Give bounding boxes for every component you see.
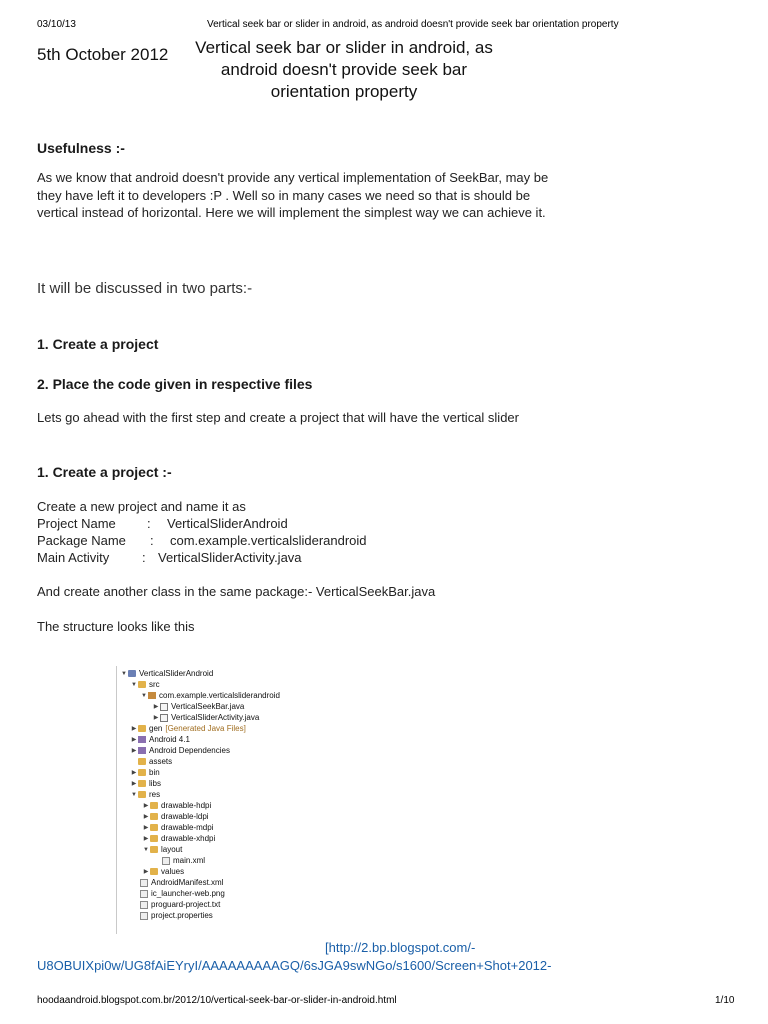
collapse-arrow-icon: ▶: [143, 869, 149, 875]
print-date: 03/10/13: [37, 19, 76, 30]
tree-row-drawable: [142, 822, 213, 833]
parts-intro: It will be discussed in two parts:-: [37, 280, 253, 297]
tree-label: AndroidManifest.xml: [151, 878, 224, 887]
tree-label: VerticalSeekBar.java: [171, 702, 245, 711]
image-border: [116, 666, 117, 934]
collapse-arrow-icon: ▶: [143, 803, 149, 809]
image-file-icon: [140, 890, 148, 898]
field-separator: :: [150, 533, 154, 548]
field-separator: :: [142, 550, 146, 565]
folder-icon: [150, 802, 158, 809]
tree-label: bin: [149, 768, 160, 777]
footer-url: hoodaandroid.blogspot.com.br/2012/10/vertical-seek-bar-or-slider-in-android.html: [37, 995, 397, 1006]
project-name-row: [37, 516, 288, 531]
tree-row-src: [130, 679, 160, 690]
tree-row-values: [142, 866, 184, 877]
tree-label: values: [161, 867, 185, 876]
expand-arrow-icon: ▼: [131, 681, 137, 688]
java-file-icon: [160, 703, 168, 711]
go-ahead-text: Lets go ahead with the first step and create a project that will have the vertical slider: [37, 410, 519, 425]
folder-icon: [150, 835, 158, 842]
tree-row-file: [140, 877, 223, 888]
tree-row-file: [140, 888, 225, 899]
folder-icon: [150, 846, 158, 853]
java-file-icon: [160, 714, 168, 722]
tree-label: drawable-xhdpi: [161, 834, 216, 843]
tree-label: project.properties: [151, 911, 213, 920]
post-date: 5th October 2012: [37, 45, 169, 64]
tree-label: src: [149, 680, 160, 689]
expand-arrow-icon: ▼: [121, 670, 127, 677]
tree-label: drawable-hdpi: [161, 801, 212, 810]
tree-row-assets: [138, 756, 172, 767]
tree-row-android-lib: [130, 734, 190, 745]
tree-row-res: [130, 789, 160, 800]
tree-row-drawable: [142, 800, 211, 811]
folder-icon: [150, 868, 158, 875]
tree-label: VerticalSliderAndroid: [139, 669, 214, 678]
tree-label: VerticalSliderActivity.java: [171, 713, 260, 722]
collapse-arrow-icon: ▶: [153, 715, 159, 721]
collapse-arrow-icon: ▶: [153, 704, 159, 710]
project-structure-image[interactable]: [116, 666, 280, 934]
tree-label: drawable-ldpi: [161, 812, 209, 821]
package-icon: [148, 692, 156, 699]
folder-icon: [138, 791, 146, 798]
expand-arrow-icon: ▼: [143, 846, 149, 853]
image-link-line-1[interactable]: [http://2.bp.blogspot.com/-: [325, 940, 476, 955]
tree-label: ic_launcher-web.png: [151, 889, 225, 898]
field-value: com.example.verticalsliderandroid: [170, 533, 367, 548]
intro-paragraph: As we know that android doesn't provide any vertical implementation of SeekBar, may be they have left it to developers :P . Well so in many cases we need so that is should be vertical instead of horizontal. Here we will implement the simplest way we can achieve it.: [37, 170, 549, 220]
generated-note: [Generated Java Files]: [165, 724, 246, 733]
folder-icon: [138, 769, 146, 776]
tree-label: com.example.verticalsliderandroid: [159, 691, 280, 700]
field-value: VerticalSliderActivity.java: [158, 550, 302, 565]
tree-label: assets: [149, 757, 173, 766]
page-number: 1/10: [715, 995, 735, 1006]
tree-row-package: [140, 690, 280, 701]
post-title[interactable]: Vertical seek bar or slider in android, as android doesn't provide seek bar orientation property: [195, 38, 493, 101]
tree-row-java: [152, 701, 244, 712]
tree-row-layout-file: [162, 855, 205, 866]
tree-label: Android Dependencies: [149, 746, 230, 755]
field-label: Project Name: [37, 516, 116, 531]
field-value: VerticalSliderAndroid: [167, 516, 288, 531]
collapse-arrow-icon: ▶: [131, 737, 137, 743]
package-name-row: [37, 533, 367, 548]
usefulness-heading: Usefulness :-: [37, 140, 125, 156]
tree-label: drawable-mdpi: [161, 823, 214, 832]
tree-label: gen: [149, 724, 163, 733]
tree-row-drawable: [142, 811, 209, 822]
folder-icon: [138, 758, 146, 765]
folder-icon: [138, 780, 146, 787]
another-class-text: And create another class in the same package:- VerticalSeekBar.java: [37, 584, 436, 599]
field-label: Main Activity: [37, 550, 110, 565]
collapse-arrow-icon: ▶: [131, 781, 137, 787]
collapse-arrow-icon: ▶: [143, 836, 149, 842]
tree-row-android-deps: [130, 745, 230, 756]
tree-label: layout: [161, 845, 183, 854]
tree-row-drawable: [142, 833, 215, 844]
step-1-detail-heading: 1. Create a project :-: [37, 464, 172, 480]
library-icon: [138, 736, 146, 743]
tree-row-libs: [130, 778, 161, 789]
structure-text: The structure looks like this: [37, 619, 195, 634]
tree-label: main.xml: [173, 856, 206, 865]
tree-label: Android 4.1: [149, 735, 190, 744]
collapse-arrow-icon: ▶: [143, 825, 149, 831]
tree-label: libs: [149, 779, 162, 788]
tree-row-java: [152, 712, 259, 723]
folder-icon: [150, 813, 158, 820]
collapse-arrow-icon: ▶: [131, 770, 137, 776]
expand-arrow-icon: ▼: [141, 692, 147, 699]
properties-file-icon: [140, 912, 148, 920]
collapse-arrow-icon: ▶: [131, 748, 137, 754]
tree-row-gen: [130, 723, 246, 734]
tree-row-root: [120, 668, 213, 679]
tree-row-layout: [142, 844, 182, 855]
tree-row-file: [140, 899, 220, 910]
field-separator: :: [147, 516, 151, 531]
tree-label: res: [149, 790, 161, 799]
print-header-title: Vertical seek bar or slider in android, as android doesn't provide seek bar orientation property: [207, 19, 619, 30]
folder-icon: [138, 725, 146, 732]
main-activity-row: [37, 550, 302, 565]
xml-file-icon: [162, 857, 170, 865]
field-label: Package Name: [37, 533, 126, 548]
step-1-heading: 1. Create a project: [37, 336, 159, 352]
tree-row-bin: [130, 767, 160, 778]
tree-label: proguard-project.txt: [151, 900, 221, 909]
create-project-text: Create a new project and name it as: [37, 499, 246, 514]
project-icon: [128, 670, 136, 677]
tree-row-file: [140, 910, 213, 921]
step-2-heading: 2. Place the code given in respective files: [37, 376, 313, 392]
text-file-icon: [140, 901, 148, 909]
source-folder-icon: [138, 681, 146, 688]
collapse-arrow-icon: ▶: [131, 726, 137, 732]
folder-icon: [150, 824, 158, 831]
library-icon: [138, 747, 146, 754]
image-link-line-2[interactable]: U8OBUIXpi0w/UG8fAiEYryI/AAAAAAAAAGQ/6sJGA9swNGo/s1600/Screen+Shot+2012-: [37, 958, 552, 973]
expand-arrow-icon: ▼: [131, 791, 137, 798]
collapse-arrow-icon: ▶: [143, 814, 149, 820]
xml-file-icon: [140, 879, 148, 887]
